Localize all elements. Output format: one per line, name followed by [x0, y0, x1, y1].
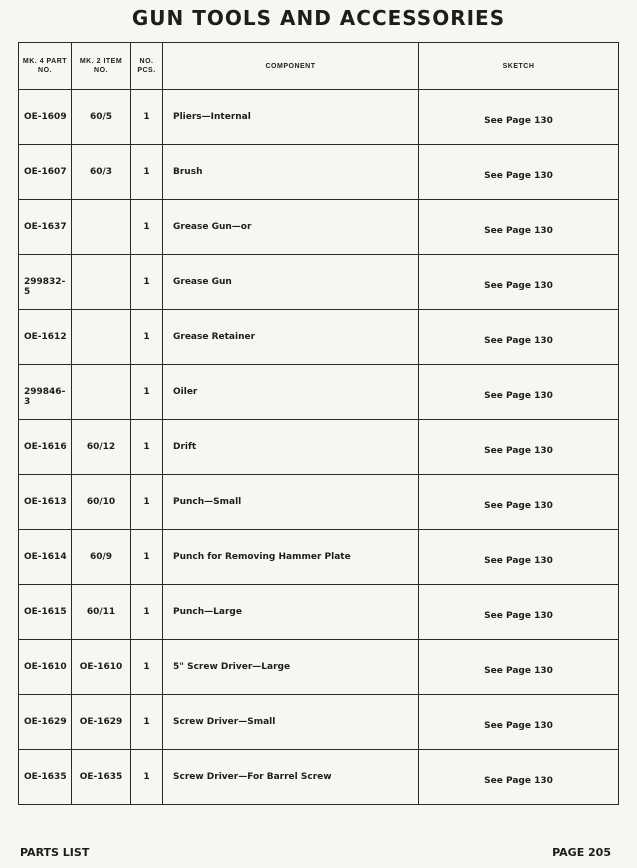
component-name: Grease Retainer — [163, 310, 419, 365]
table-row — [19, 475, 619, 530]
part-number: OE-1615 — [19, 585, 72, 640]
item-number: 60/11 — [72, 585, 131, 640]
table-row — [19, 750, 619, 805]
item-number: 60/3 — [72, 145, 131, 200]
sketch-reference: See Page 130 — [419, 750, 619, 805]
table-row — [19, 145, 619, 200]
part-number: OE-1613 — [19, 475, 72, 530]
parts-table — [18, 42, 619, 805]
part-number: OE-1607 — [19, 145, 72, 200]
part-number: OE-1635 — [19, 750, 72, 805]
part-number: 299846-3 — [19, 365, 72, 420]
pieces: 1 — [131, 475, 163, 530]
sketch-reference: See Page 130 — [419, 695, 619, 750]
item-number — [72, 200, 131, 255]
part-number: OE-1614 — [19, 530, 72, 585]
pieces: 1 — [131, 640, 163, 695]
pieces: 1 — [131, 530, 163, 585]
table-row — [19, 420, 619, 475]
footer-section-label: PARTS LIST — [20, 846, 90, 859]
pieces: 1 — [131, 200, 163, 255]
pieces: 1 — [131, 365, 163, 420]
sketch-reference: See Page 130 — [419, 200, 619, 255]
component-name: Brush — [163, 145, 419, 200]
sketch-reference: See Page 130 — [419, 530, 619, 585]
item-number — [72, 310, 131, 365]
sketch-reference: See Page 130 — [419, 310, 619, 365]
item-number: 60/10 — [72, 475, 131, 530]
table-row — [19, 90, 619, 145]
table-header-row — [19, 43, 619, 90]
item-number: 60/5 — [72, 90, 131, 145]
pieces: 1 — [131, 310, 163, 365]
table-row — [19, 695, 619, 750]
header-part-no: MK. 4 PART NO. — [19, 43, 72, 90]
component-name: Screw Driver—For Barrel Screw — [163, 750, 419, 805]
item-number: OE-1610 — [72, 640, 131, 695]
header-item-no: MK. 2 ITEM NO. — [72, 43, 131, 90]
table-row — [19, 365, 619, 420]
table-row — [19, 585, 619, 640]
pieces: 1 — [131, 585, 163, 640]
pieces: 1 — [131, 90, 163, 145]
table-row — [19, 530, 619, 585]
component-name: Screw Driver—Small — [163, 695, 419, 750]
component-name: Grease Gun — [163, 255, 419, 310]
part-number: OE-1610 — [19, 640, 72, 695]
part-number: 299832-5 — [19, 255, 72, 310]
component-name: Punch—Small — [163, 475, 419, 530]
component-name: Grease Gun—or — [163, 200, 419, 255]
sketch-reference: See Page 130 — [419, 420, 619, 475]
component-name: Punch for Removing Hammer Plate — [163, 530, 419, 585]
header-pcs: NO. PCS. — [131, 43, 163, 90]
table-row — [19, 640, 619, 695]
pieces: 1 — [131, 145, 163, 200]
item-number: 60/9 — [72, 530, 131, 585]
item-number: OE-1635 — [72, 750, 131, 805]
table-row — [19, 310, 619, 365]
part-number: OE-1609 — [19, 90, 72, 145]
component-name: Oiler — [163, 365, 419, 420]
component-name: Drift — [163, 420, 419, 475]
sketch-reference: See Page 130 — [419, 365, 619, 420]
component-name: Pliers—Internal — [163, 90, 419, 145]
component-name: 5" Screw Driver—Large — [163, 640, 419, 695]
pieces: 1 — [131, 255, 163, 310]
part-number: OE-1616 — [19, 420, 72, 475]
sketch-reference: See Page 130 — [419, 585, 619, 640]
item-number — [72, 365, 131, 420]
sketch-reference: See Page 130 — [419, 90, 619, 145]
header-sketch: SKETCH — [419, 43, 619, 90]
part-number: OE-1629 — [19, 695, 72, 750]
pieces: 1 — [131, 695, 163, 750]
item-number — [72, 255, 131, 310]
pieces: 1 — [131, 750, 163, 805]
header-component: COMPONENT — [163, 43, 419, 90]
part-number: OE-1637 — [19, 200, 72, 255]
part-number: OE-1612 — [19, 310, 72, 365]
sketch-reference: See Page 130 — [419, 475, 619, 530]
sketch-reference: See Page 130 — [419, 255, 619, 310]
component-name: Punch—Large — [163, 585, 419, 640]
table-row — [19, 200, 619, 255]
page-number: PAGE 205 — [552, 846, 611, 859]
item-number: OE-1629 — [72, 695, 131, 750]
sketch-reference: See Page 130 — [419, 145, 619, 200]
item-number: 60/12 — [72, 420, 131, 475]
pieces: 1 — [131, 420, 163, 475]
page-title: GUN TOOLS AND ACCESSORIES — [131, 6, 506, 30]
sketch-reference: See Page 130 — [419, 640, 619, 695]
table-row — [19, 255, 619, 310]
